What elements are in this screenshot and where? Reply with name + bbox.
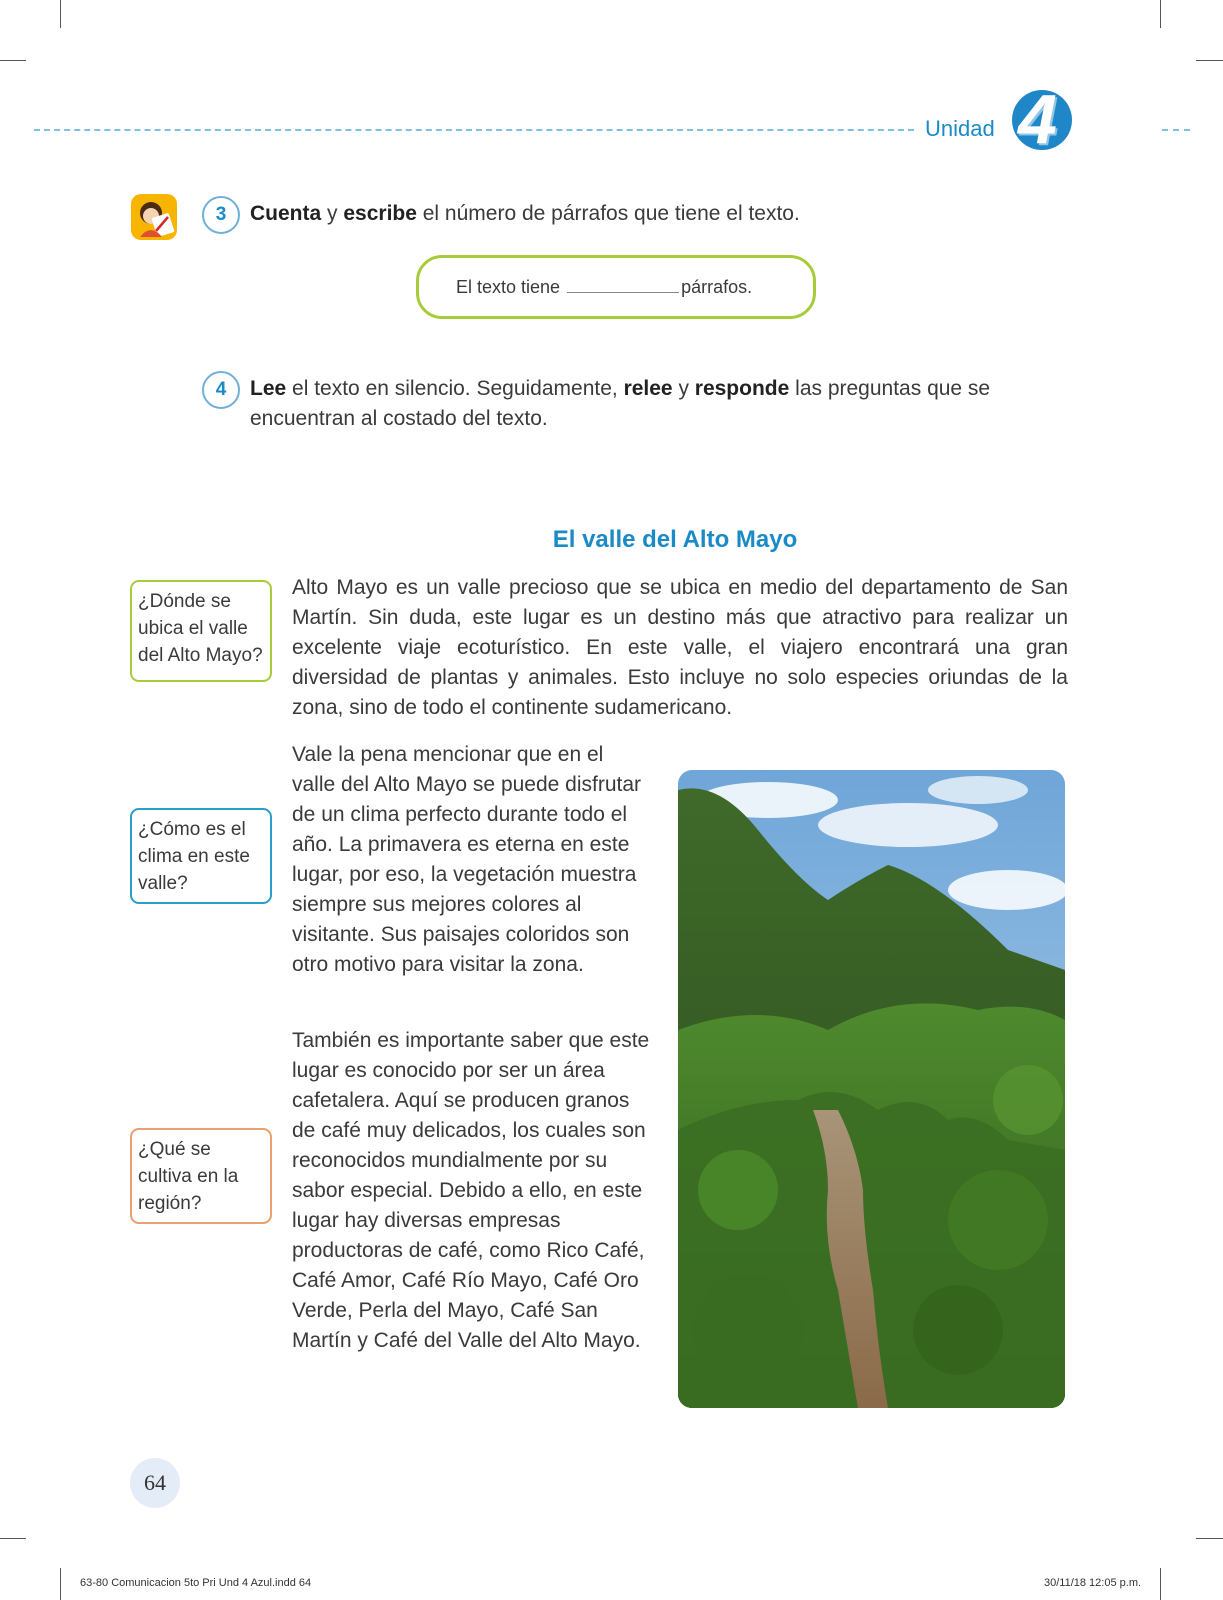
crop-mark: [60, 0, 61, 28]
side-question-location: ¿Dónde se ubica el valle del Alto Mayo?: [130, 580, 272, 682]
instruction-verb: Lee: [250, 377, 287, 400]
crop-mark: [60, 1568, 61, 1600]
instruction-verb: responde: [694, 377, 790, 400]
article-paragraph-2: Vale la pena mencionar que en el valle del Alto Mayo se puede disfrutar de un clima perfecto durante todo el año. La primavera es eterna en este lugar, por eso, la vegetación muestra siempre sus mejores colores al visitante. Sus paisajes coloridos son otro motivo para visitar la zona.: [292, 743, 642, 976]
valley-photo-illustration: [678, 770, 1065, 1408]
instruction-text: y: [672, 377, 695, 400]
unit-number: 4: [1018, 80, 1057, 158]
answer-suffix: párrafos.: [681, 277, 753, 297]
side-question-climate: ¿Cómo es el clima en este valle?: [130, 808, 272, 904]
instruction-text: el número de párrafos que tiene el texto.: [416, 202, 800, 225]
valley-photo: [678, 770, 1065, 1408]
activity-4-instruction: [250, 374, 1050, 434]
instruction-verb: Cuenta: [250, 202, 322, 225]
unit-label: Unidad: [925, 116, 995, 141]
crop-mark: [1196, 1538, 1223, 1539]
file-slug: 63-80 Comunicacion 5to Pri Und 4 Azul.indd 64: [80, 1577, 312, 1589]
header-dashed-rule-right: [1162, 129, 1190, 131]
instruction-text: las preguntas que se encuentran al costado del texto.: [250, 377, 991, 430]
crop-mark: [0, 60, 26, 61]
instruction-text: y: [321, 202, 344, 225]
activity-number-4: 4: [202, 371, 240, 409]
page-number: 64: [130, 1458, 180, 1508]
answer-sentence: [456, 277, 752, 298]
instruction-text: el texto en silencio. Seguidamente,: [286, 377, 624, 400]
instruction-verb: escribe: [343, 202, 417, 225]
article-paragraph-3: También es importante saber que este lugar es conocido por ser un área cafetalera. Aquí se producen granos de café muy delicados, los cuales son reconocidos mundialmente por su sabor especial. Debido a ello, en este lugar hay diversas empresas productoras de café, como Rico Café, Café Amor, Café Río Mayo, Café Oro Verde, Perla del Mayo, Café San Martín y Café del Valle del Alto Mayo.: [292, 1029, 650, 1352]
activity-3-instruction: [250, 199, 800, 229]
date-slug: 30/11/18 12:05 p.m.: [1044, 1577, 1142, 1589]
answer-prefix: El texto tiene: [456, 277, 561, 297]
activity-number-3: 3: [202, 196, 240, 234]
writing-student-icon: [130, 193, 178, 241]
article-title: El valle del Alto Mayo: [552, 526, 798, 553]
crop-mark: [0, 1538, 26, 1539]
article-paragraph-1: Alto Mayo es un valle precioso que se ubica en medio del departamento de San Martín. Sin duda, este lugar es un destino más que atractivo para realizar un excelente viaje ecoturístico. En este valle, el viajero encontrará una gran diversidad de plantas y animales. Esto incluye no solo especies oriundas de la zona, sino de todo el continente sudamericano.: [292, 576, 1068, 719]
answer-blank[interactable]: [567, 292, 679, 293]
header-dashed-rule: [34, 129, 914, 131]
instruction-verb: relee: [623, 377, 673, 400]
side-question-crops: ¿Qué se cultiva en la región?: [130, 1128, 272, 1224]
crop-mark: [1160, 0, 1161, 28]
crop-mark: [1196, 60, 1223, 61]
crop-mark: [1160, 1568, 1161, 1600]
